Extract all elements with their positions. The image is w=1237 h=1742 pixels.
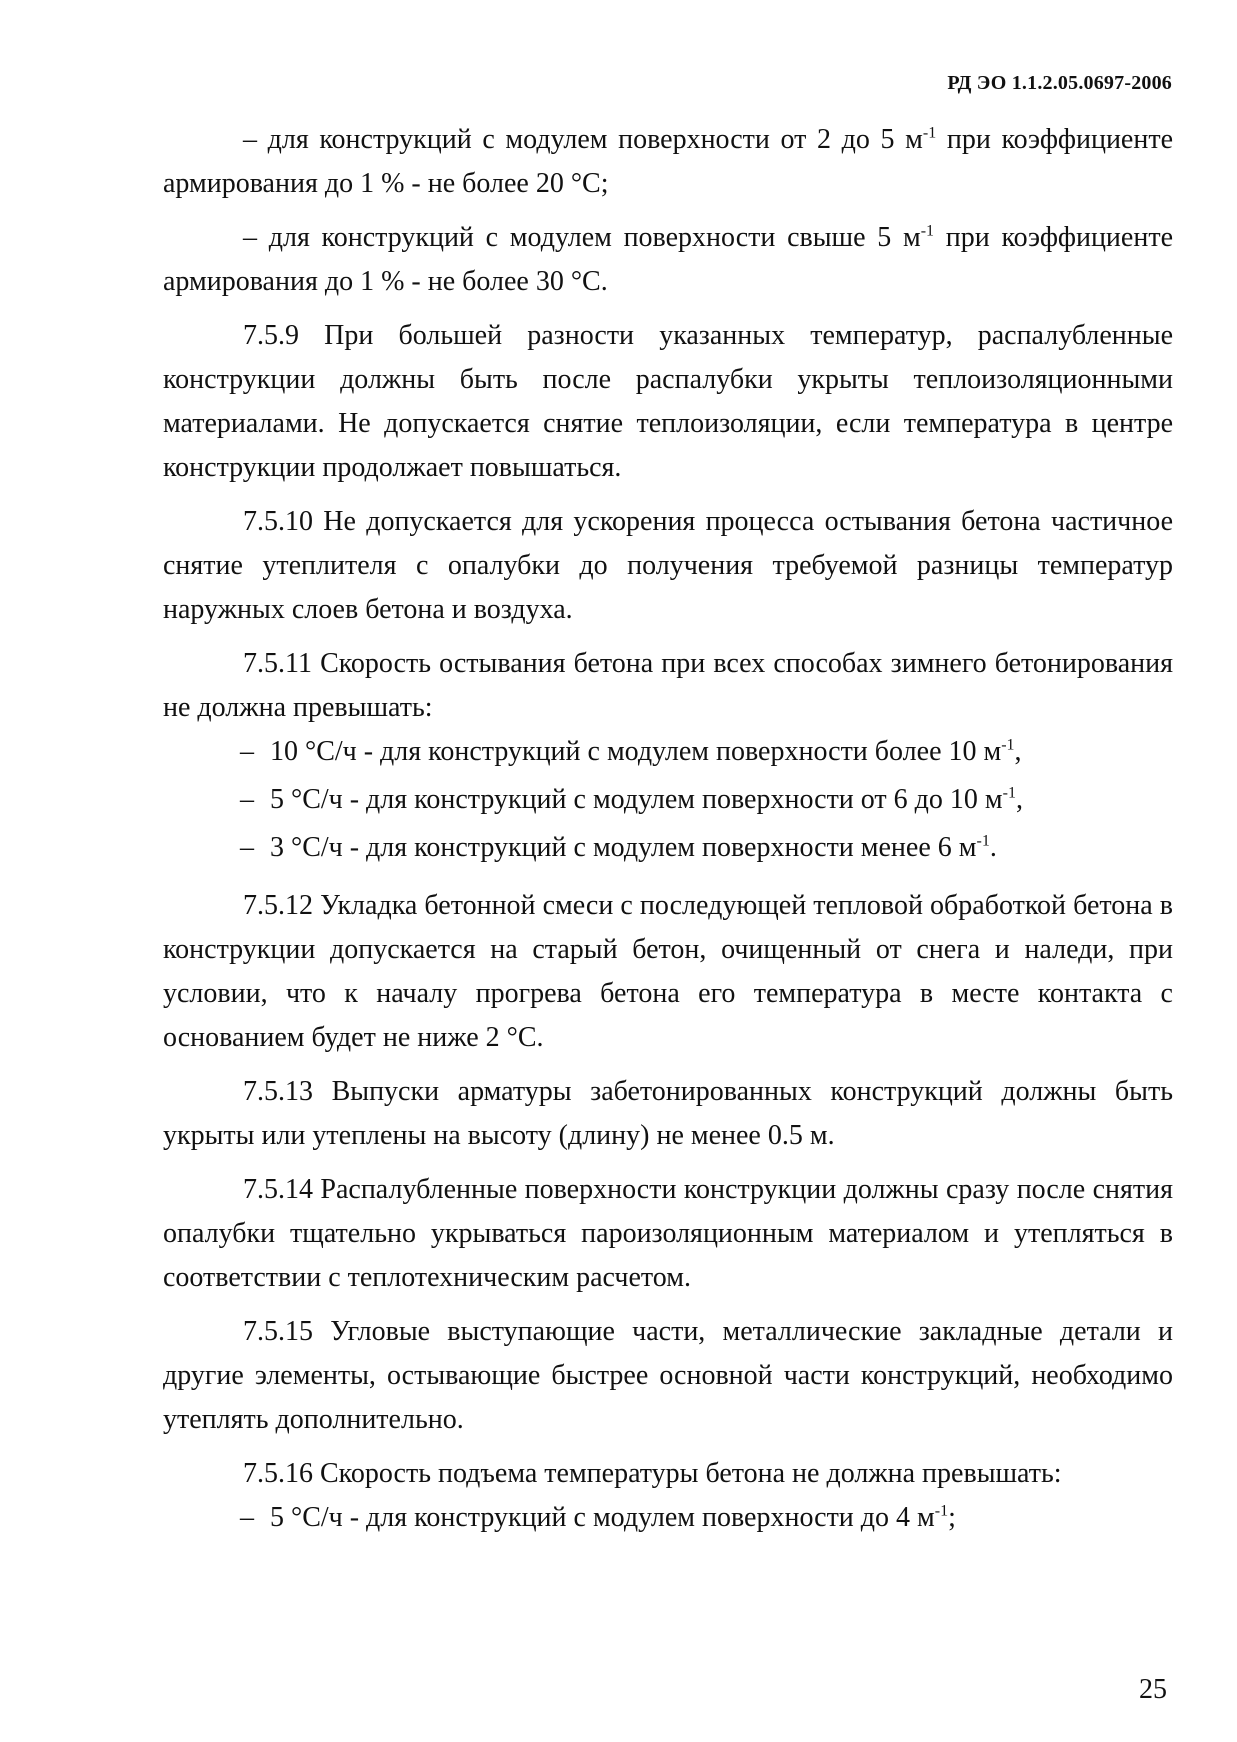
- page-number: 25: [1139, 1674, 1167, 1705]
- bullet-text-post: при коэффициенте армирования до 1 % - не более 30 °С.: [163, 222, 1173, 297]
- item-text-pre: 10 °С/ч - для конструкций с модулем поверхности более 10 м: [270, 736, 1002, 767]
- spacer: [163, 304, 1173, 314]
- bullet-text-post: при коэффициенте армирования до 1 % - не более 20 °С;: [163, 124, 1173, 199]
- bullet-modulus-2-5: [163, 118, 1173, 206]
- heating-rate-item-1: [240, 1496, 1173, 1540]
- item-text-pre: 3 °С/ч - для конструкций с модулем поверхности менее 6 м: [270, 832, 977, 863]
- spacer: [163, 206, 1173, 216]
- spacer: [163, 1442, 1173, 1452]
- spacer: [163, 1158, 1173, 1168]
- cooling-rate-item-2: [240, 778, 1173, 822]
- bullet-modulus-over-5: [163, 216, 1173, 304]
- cooling-rate-item-3: [240, 826, 1173, 870]
- bullet-text-pre: – для конструкций с модулем поверхности свыше 5 м: [243, 222, 921, 253]
- list-dash: –: [240, 1502, 254, 1533]
- paragraph-7-5-14: 7.5.14 Распалубленные поверхности конструкции должны сразу после снятия опалубки тщательно укрываться пароизоляционным материалом и утепляться в соответствии с теплотехническим расчетом.: [163, 1174, 1173, 1293]
- list-dash: –: [240, 784, 254, 815]
- list-dash: –: [240, 832, 254, 863]
- item-text-pre: 5 °С/ч - для конструкций с модулем поверхности до 4 м: [270, 1502, 935, 1533]
- paragraph-7-5-12: 7.5.12 Укладка бетонной смеси с последующей тепловой обработкой бетона в конструкции допускается на старый бетон, очищенный от снега и наледи, при условии, что к началу прогрева бетона его температура в месте контакта с основанием будет не ниже 2 °С.: [163, 890, 1173, 1053]
- item-text-post: ,: [1014, 736, 1022, 767]
- superscript-minus-one: -1: [1001, 736, 1015, 754]
- paragraph-7-5-9: 7.5.9 При большей разности указанных температур, распалубленные конструкции должны быть после распалубки укрыты теплоизоляционными материалами. Не допускается снятие теплоизоляции, если температура в центре конструкции продолжает повышаться.: [163, 320, 1173, 483]
- paragraph-7-5-13: 7.5.13 Выпуски арматуры забетонированных конструкций должны быть укрыты или утеплены на высоту (длину) не менее 0.5 м.: [163, 1076, 1173, 1151]
- paragraph-7-5-16: 7.5.16 Скорость подъема температуры бетона не должна превышать:: [243, 1458, 1062, 1489]
- superscript-minus-one: -1: [922, 124, 937, 142]
- spacer: [163, 1060, 1173, 1070]
- spacer: [163, 490, 1173, 500]
- item-text-post: ;: [948, 1502, 956, 1533]
- item-text-pre: 5 °С/ч - для конструкций с модулем поверхности от 6 до 10 м: [270, 784, 1003, 815]
- superscript-minus-one: -1: [920, 222, 935, 240]
- bullet-text-pre: – для конструкций с модулем поверхности от 2 до 5 м: [243, 124, 923, 155]
- cooling-rate-item-1: [240, 730, 1173, 774]
- item-text-post: ,: [1015, 784, 1023, 815]
- item-text-post: .: [989, 832, 997, 863]
- paragraph-7-5-11: 7.5.11 Скорость остывания бетона при всех способах зимнего бетонирования не должна превышать:: [163, 648, 1173, 723]
- document-body: [163, 118, 1173, 1544]
- spacer: [163, 1300, 1173, 1310]
- document-code-header: РД ЭО 1.1.2.05.0697-2006: [947, 72, 1172, 94]
- paragraph-7-5-15: 7.5.15 Угловые выступающие части, металлические закладные детали и другие элементы, остывающие быстрее основной части конструкций, необходимо утеплять дополнительно.: [163, 1316, 1173, 1435]
- paragraph-7-5-10: 7.5.10 Не допускается для ускорения процесса остывания бетона частичное снятие утеплителя с опалубки до получения требуемой разницы температур наружных слоев бетона и воздуха.: [163, 506, 1173, 625]
- superscript-minus-one: -1: [976, 832, 990, 850]
- list-dash: –: [240, 736, 254, 767]
- spacer: [163, 632, 1173, 642]
- superscript-minus-one: -1: [934, 1502, 949, 1520]
- superscript-minus-one: -1: [1002, 784, 1016, 802]
- spacer: [163, 874, 1173, 884]
